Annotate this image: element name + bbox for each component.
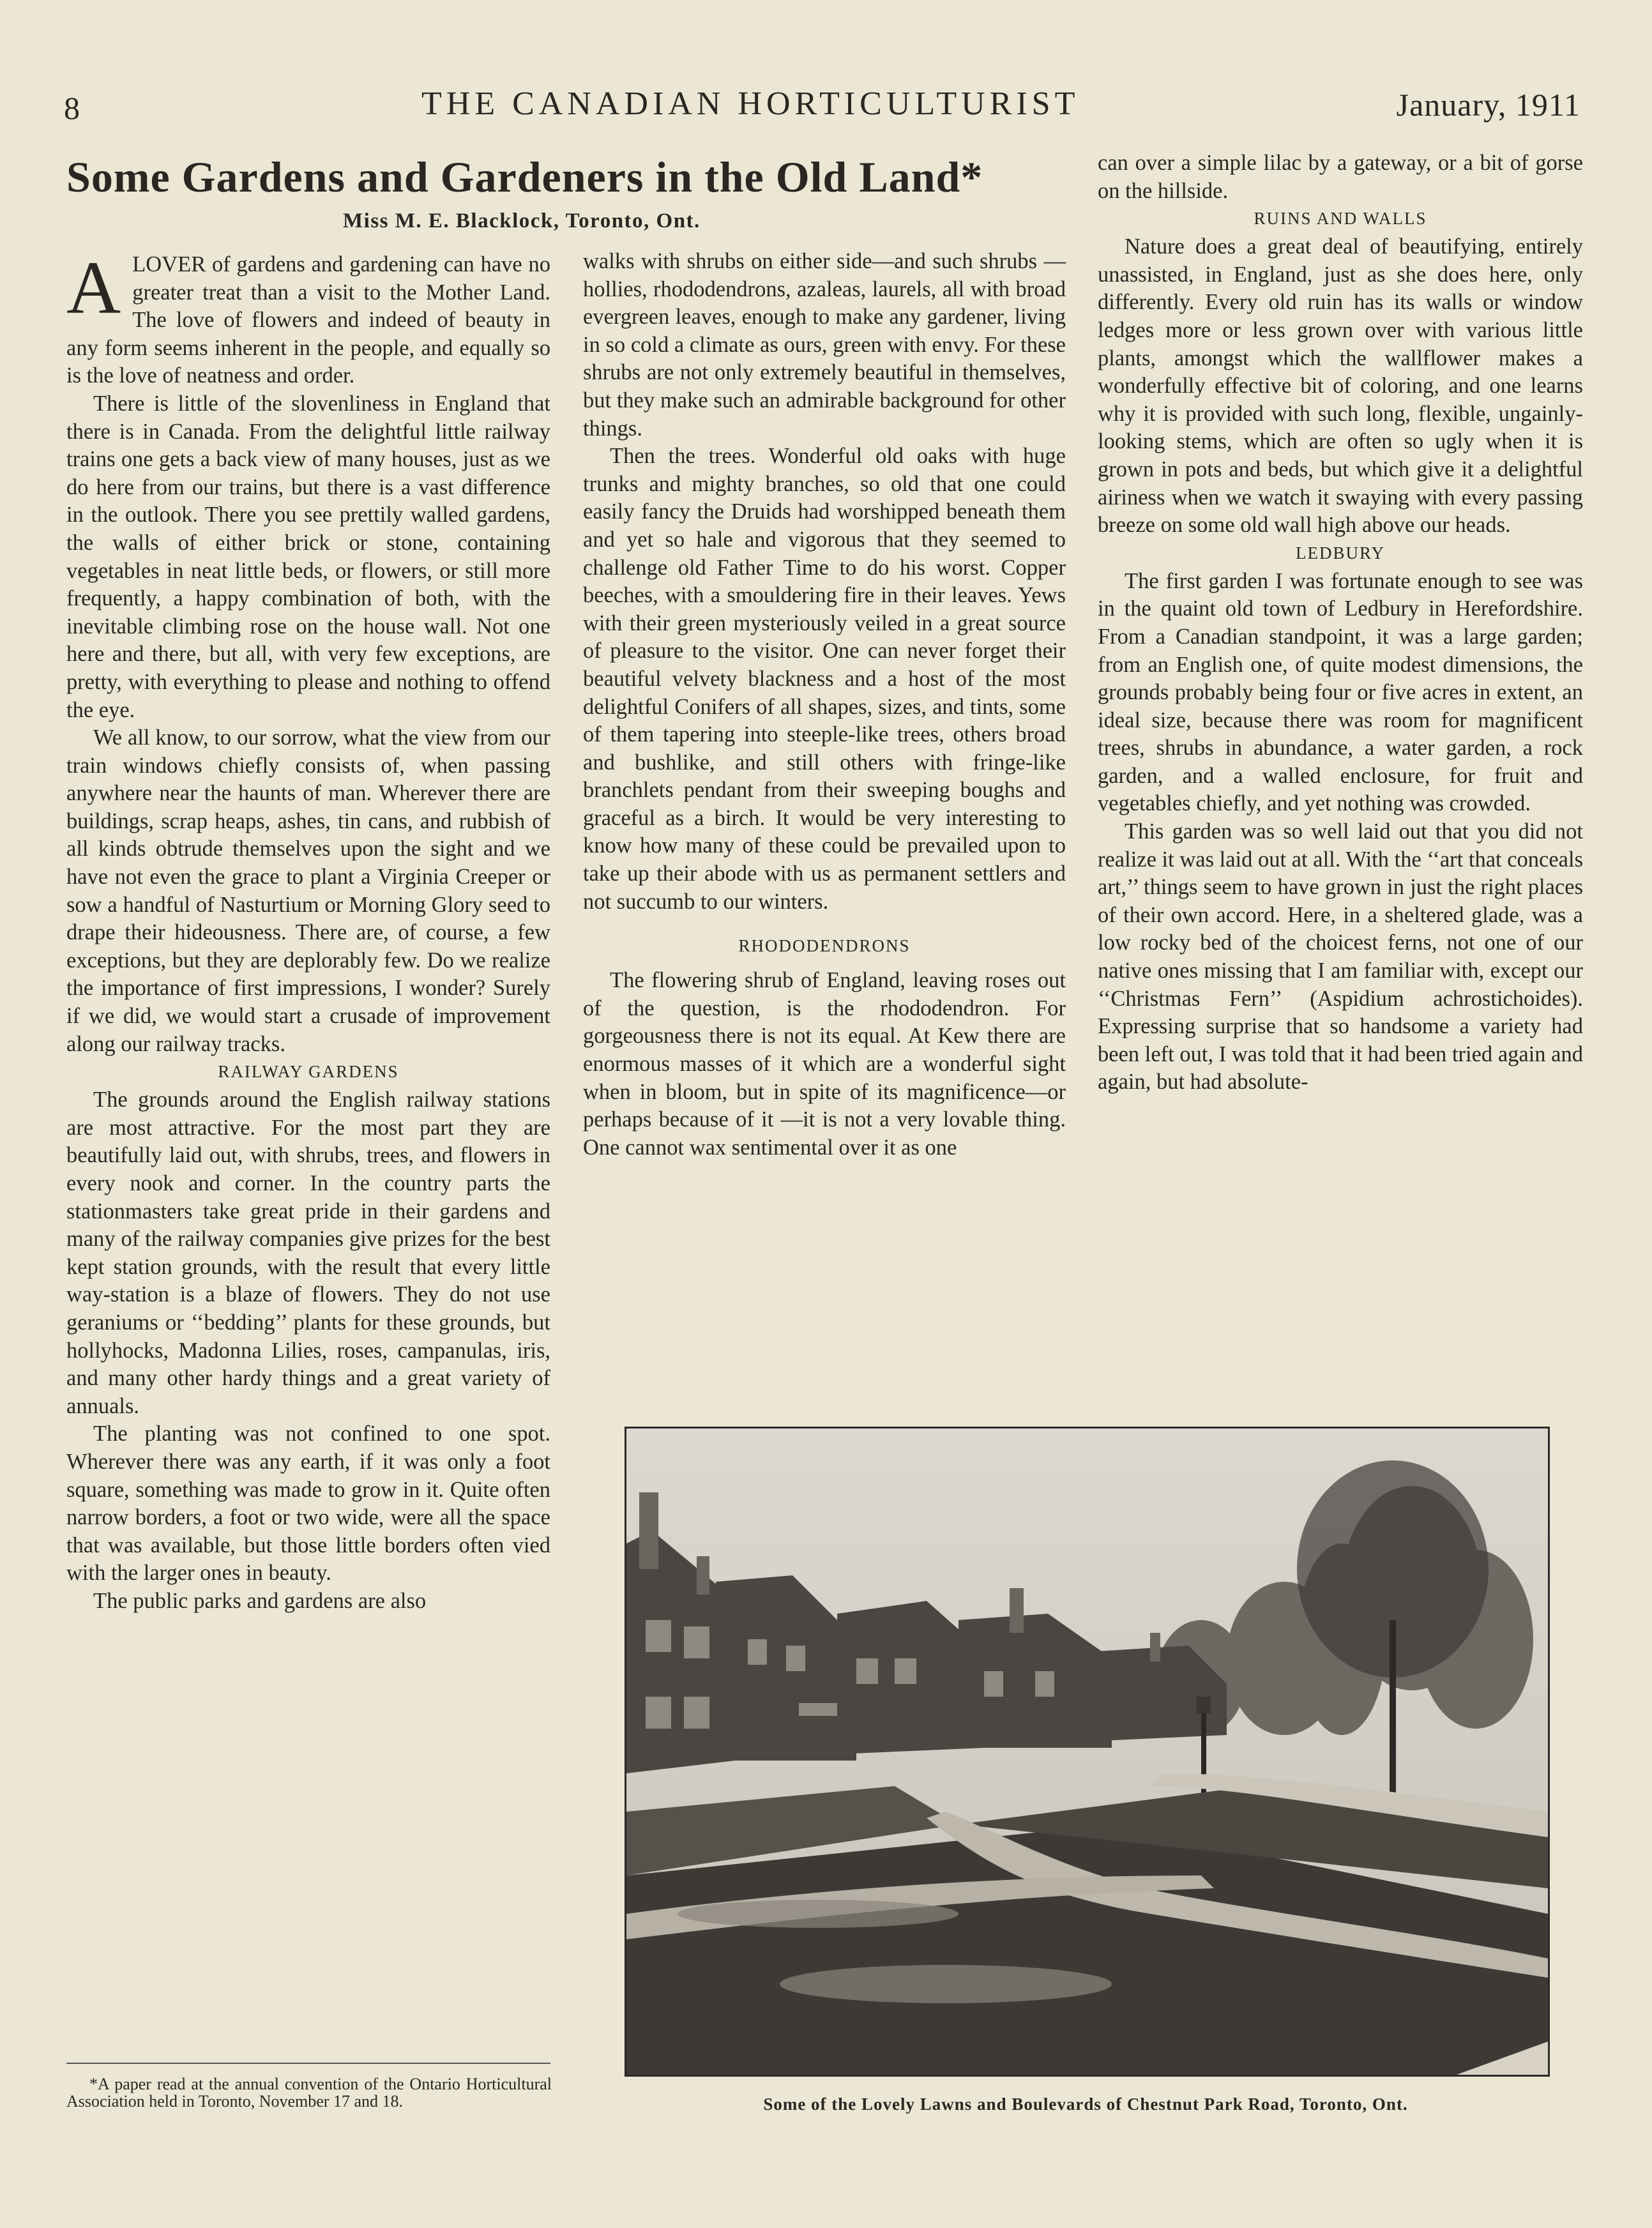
paragraph: This garden was so well laid out that you did not realize it was laid out at all. With the ‘‘art that conceals art,’’ things seem to have grown in just the right places of their own accord. Here, in a sheltered glade, was a low rocky bed of the choicest ferns, not one of our native ones missing that I am familiar with, except our ‘‘Christmas Fern’’ (Aspidium achrostichoides). Expressing surprise that so handsome a variety had been left out, I was told that it had been tried again and again, but had absolute- [1098,819,1583,1095]
paragraph [66,246,550,390]
section-heading-rhododendrons: RHODODENDRONS [738,936,911,956]
section-heading-railway-gardens: RAILWAY GARDENS [218,1062,399,1082]
footnote-divider [66,2063,550,2064]
article-title: Some Gardens and Gardeners in the Old Land* [66,153,983,201]
paragraph-text: LOVER of gardens and gardening can have no greater treat than a visit to the Mother Land. The love of flowers and indeed of beauty in any form seems inherent in the people, and equally so is the love of neatness and order. [66,252,550,388]
column-2 [583,248,1066,1162]
paragraph: The public parks and gardens are also [93,1588,427,1613]
column-3 [1098,149,1583,1096]
paragraph: The grounds around the English railway stations are most attractive. For the most part they are beautifully laid out, with shrubs, trees, and flowers in every nook and corner. In the country parts the stationmasters take great pride in their gardens and many of the railway companies give prizes for the best kept station grounds, with the result that every little way-station is a blaze of flowers. They do not use geraniums or ‘‘bedding’’ plants for these grounds, but hollyhocks, Madonna Lilies, roses, campanulas, iris, and many other hardy things and a great variety of annuals. [66,1087,550,1418]
section-heading-ruins-and-walls: RUINS AND WALLS [1254,209,1427,229]
paragraph: The planting was not confined to one spot. Wherever there was any earth, if it was only a foot square, something was made to grow in it. Quite often narrow borders, a foot or two wide, were all the space that was available, but those little borders often vied with the larger ones in beauty. [66,1421,550,1586]
paragraph: Nature does a great deal of beautifying, entirely unassisted, in England, just as she does here, only differently. Every old ruin has its walls or window ledges more or less grown over with various little plants, amongst which the wallflower makes a wonderfully effective bit of coloring, and one learns why it is provided with such long, flexible, ungainly-looking stems, which are often so ugly when it is grown in pots and beds, but which give it a delightful airiness when we watch it swaying with every passing breeze on some old wall high above our heads. [1098,234,1583,538]
drop-cap: A [66,246,121,330]
footnote: *A paper read at the annual convention of the Ontario Horticultural Association held in Toronto, November 17 and 18. [66,2075,552,2111]
paragraph: can over a simple lilac by a gateway, or a bit of gorse on the hillside. [1098,151,1583,203]
issue-date: January, 1911 [1396,87,1580,123]
street-photograph [625,1427,1550,2077]
page-number: 8 [64,90,80,126]
paragraph: walks with shrubs on either side—and such shrubs — hollies, rhododendrons, azaleas, laurels, all with broad evergreen leaves, enough to make any gardener, living in so cold a climate as ours, green with envy. For these shrubs are not only extremely beautiful in themselves, but they make such an admirable background for other things. [583,249,1066,441]
paragraph: The first garden I was fortunate enough to see was in the quaint old town of Ledbury in Herefordshire. From a Canadian standpoint, it was a large garden; from an English one, of quite modest dimensions, the grounds probably being four or five acres in extent, an ideal size, because there was room for magnificent trees, shrubs in abundance, a water garden, a rock garden, and a walled enclosure, for fruit and vegetables chiefly, and yet nothing was crowded. [1098,568,1583,816]
byline: Miss M. E. Blacklock, Toronto, Ont. [343,209,701,232]
paragraph: There is little of the slovenliness in England that there is in Canada. From the delightful little railway trains one gets a back view of many houses, just as we do here from our trains, but there is a vast difference in the outlook. There you see prettily walled gardens, the walls of either brick or stone, containing vegetables in neat little beds, or flowers, or still more frequently, a happy combination of both, with the inevitable climbing rose on the house wall. Not one here and there, but all, with very few exceptions, are pretty, with everything to please and nothing to offend the eye. [66,391,550,722]
paragraph: The flowering shrub of England, leaving roses out of the question, is the rhododendron. For gorgeousness there is not its equal. At Kew there are enormous masses of it which are a wonderful sight when in bloom, but in spite of its magnificence—or perhaps because of it —it is not a very lovable thing. One cannot wax sentimental over it as one [583,968,1066,1160]
column-1 [66,246,550,1616]
photo-caption: Some of the Lovely Lawns and Boulevards of Chestnut Park Road, Toronto, Ont. [763,2095,1408,2114]
paragraph: We all know, to our sorrow, what the view from our train windows chiefly consists of, when passing anywhere near the haunts of man. Wherever there are buildings, scrap heaps, ashes, tin cans, and rubbish of all kinds obtrude themselves upon the sight and we have not even the grace to plant a Virginia Creeper or sow a handful of Nasturtium or Morning Glory seed to drape their hideousness. There are, of course, a few exceptions, but they are deplorably few. Do we realize the importance of first impressions, I wonder? Surely if we did, we would start a crusade of improvement along our railway tracks. [66,725,550,1056]
running-title: THE CANADIAN HORTICULTURIST [421,86,1080,122]
paragraph: Then the trees. Wonderful old oaks with huge trunks and mighty branches, so old that one could easily fancy the Druids had worshipped beneath them and yet so hale and vigorous that they seemed to challenge old Father Time to do his worst. Copper beeches, with a smouldering fire in their leaves. Yews with their green mysteriously veiled in a great source of pleasure to the visitor. One can never forget their beautiful velvety blackness and a host of the most delightful Conifers of all shapes, sizes, and tints, some of them tapering into steeple-like trees, others broad and bushlike, and still others with fringe-like branchlets pendant from their sweeping boughs and graceful as a birch. It would be very interesting to know how many of these could be prevailed upon to take up their abode with us as permanent settlers and not succumb to our winters. [583,444,1066,914]
section-heading-ledbury: LEDBURY [1295,543,1385,563]
photograph-illustration [626,1428,1548,2075]
